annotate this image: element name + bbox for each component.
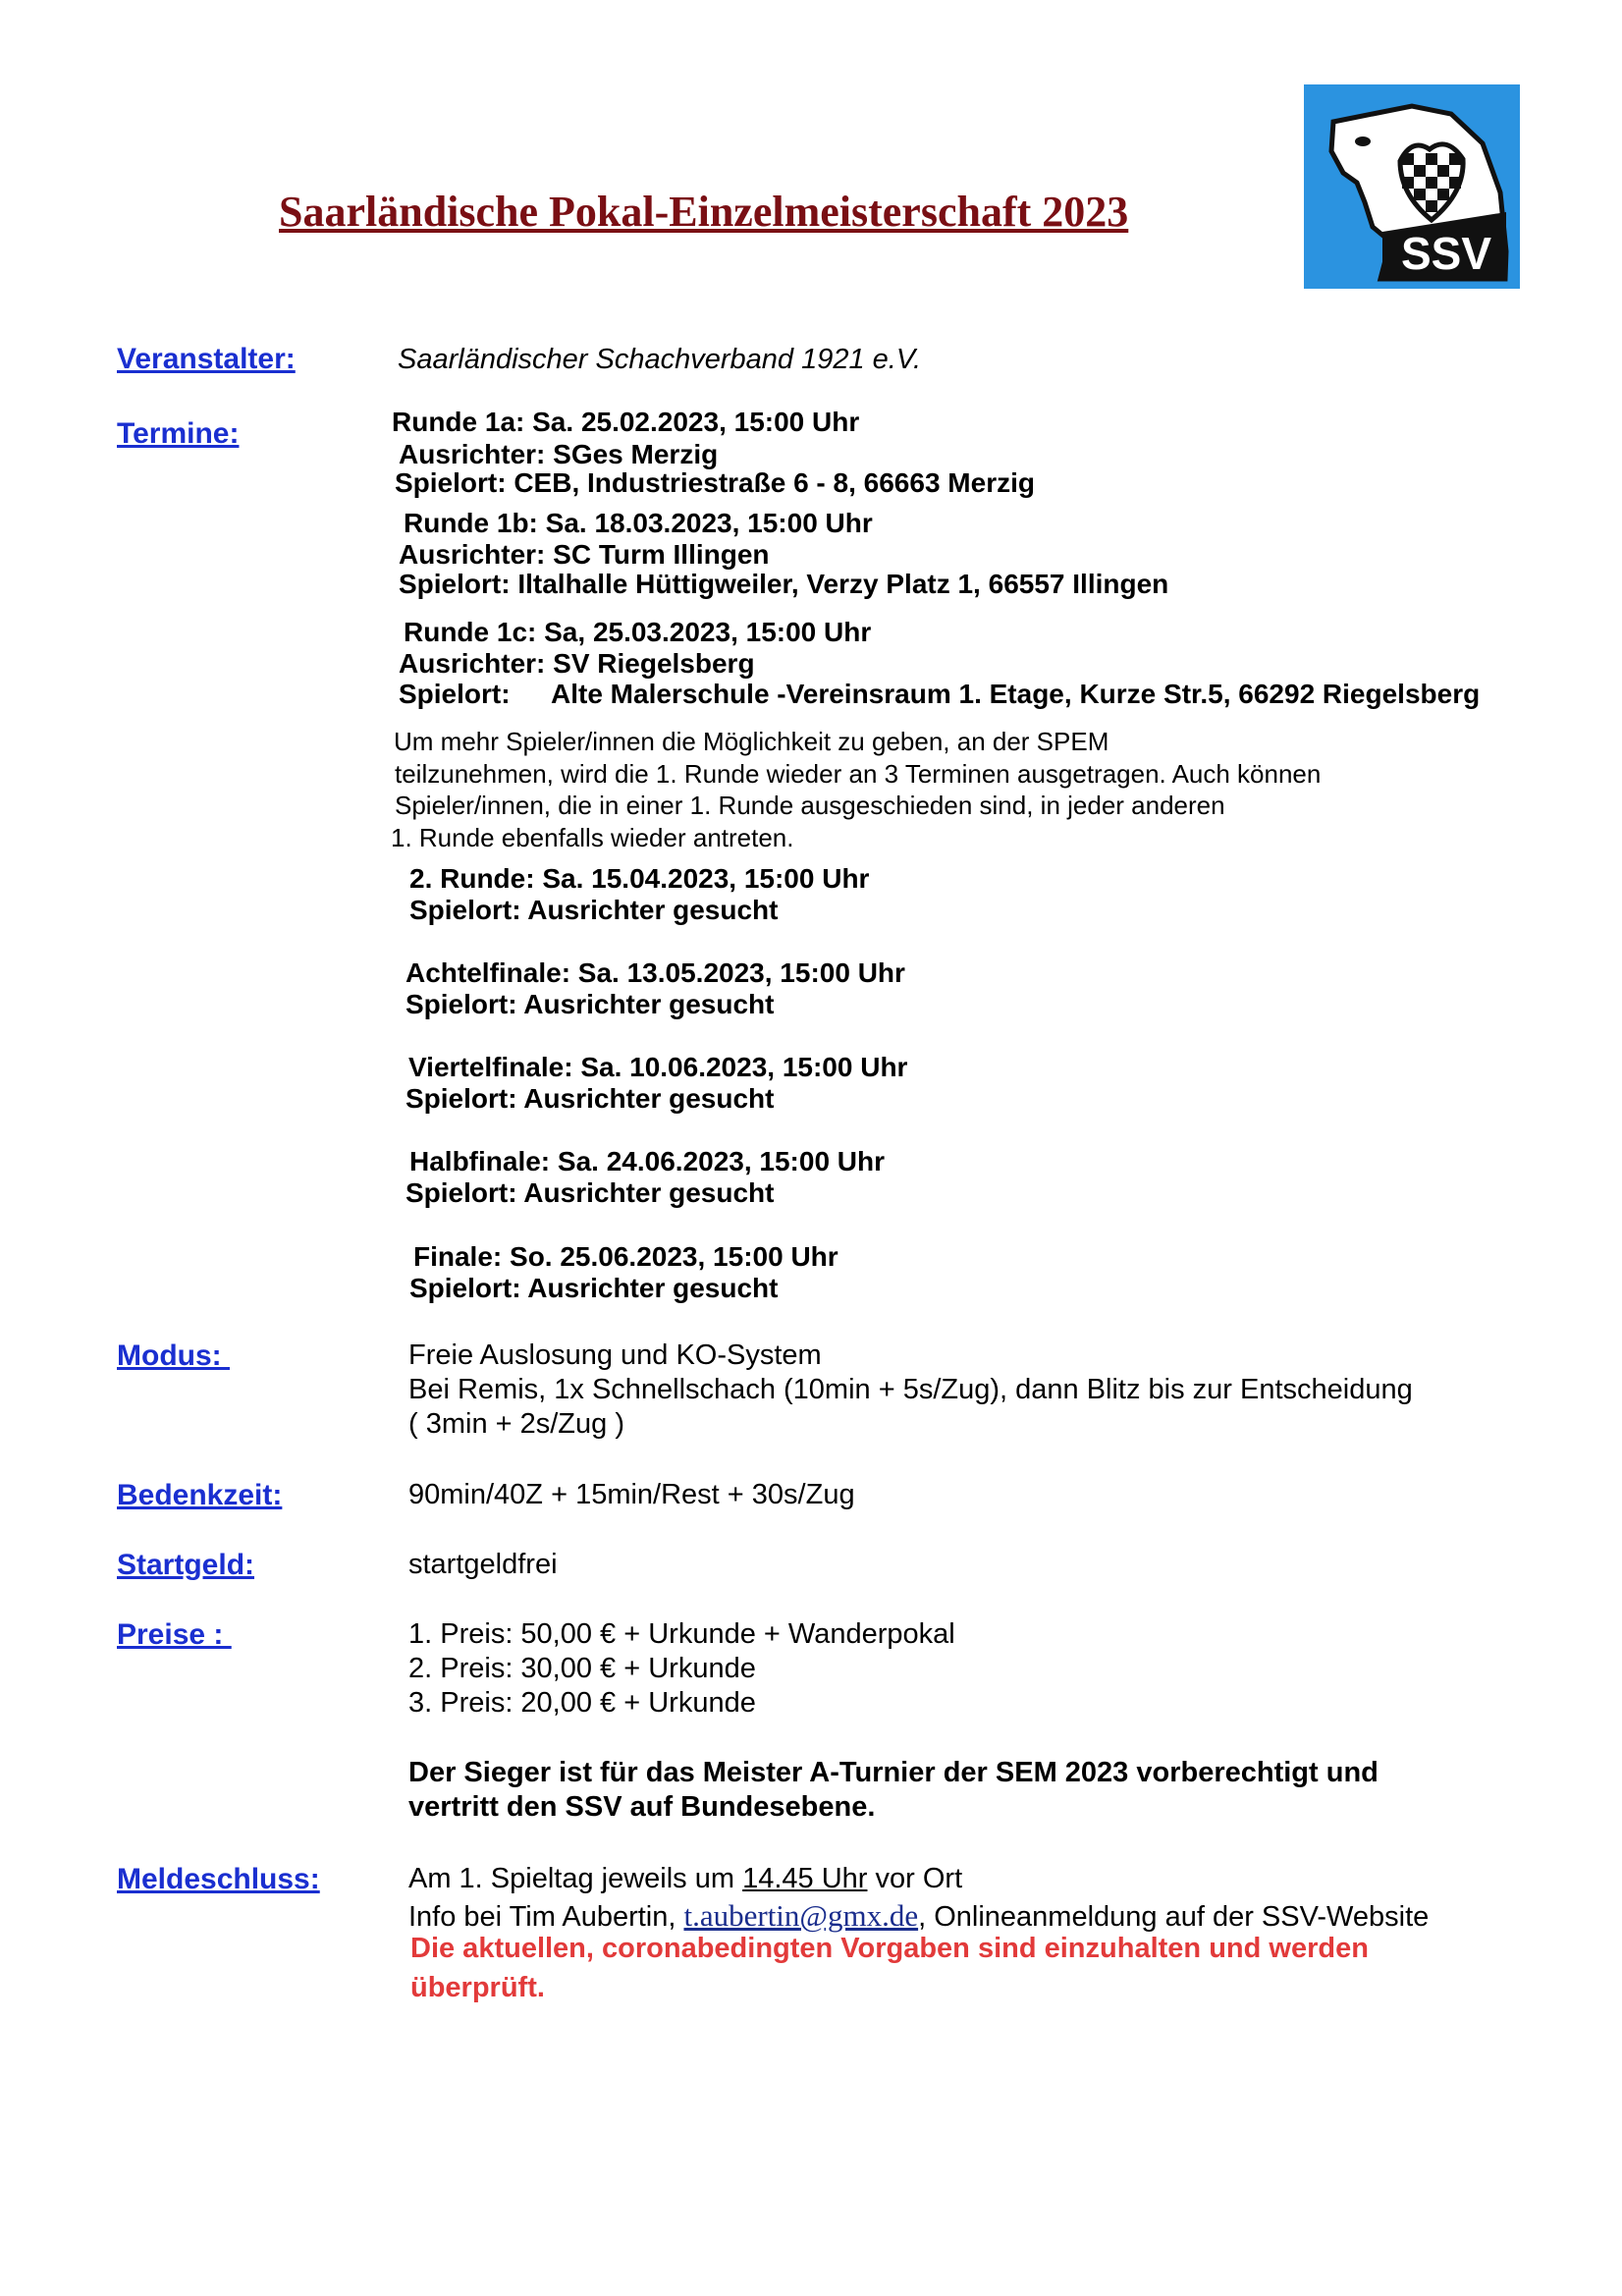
- sieger-line-2: vertritt den SSV auf Bundesebene.: [408, 1791, 876, 1823]
- finale-spielort: Spielort: Ausrichter gesucht: [409, 1273, 779, 1303]
- meldeschluss-time: 14.45 Uhr: [742, 1863, 868, 1894]
- veranstalter-label: Veranstalter:: [117, 343, 296, 375]
- meldeschluss-line-2: [408, 1898, 1429, 1934]
- runde2-date: 2. Runde: Sa. 15.04.2023, 15:00 Uhr: [409, 863, 870, 894]
- runde1b-spielort: Spielort: Iltalhalle Hüttigweiler, Verzy Platz 1, 66557 Illingen: [399, 569, 1169, 599]
- runde2-spielort: Spielort: Ausrichter gesucht: [409, 895, 779, 925]
- info-line-4: 1. Runde ebenfalls wieder antreten.: [391, 823, 794, 852]
- bedenkzeit-value: 90min/40Z + 15min/Rest + 30s/Zug: [408, 1479, 855, 1510]
- info-line-2: teilzunehmen, wird die 1. Runde wieder an 3 Terminen ausgetragen. Auch können: [395, 759, 1322, 789]
- preis-2: 2. Preis: 30,00 € + Urkunde: [408, 1653, 756, 1684]
- page-title: Saarländische Pokal-Einzelmeisterschaft 2023: [279, 188, 1129, 236]
- online-registration-text: , Onlineanmeldung auf der SSV-Website: [918, 1901, 1430, 1933]
- corona-notice-line-2: überprüft.: [410, 1972, 545, 2003]
- viertelfinale-date: Viertelfinale: Sa. 10.06.2023, 15:00 Uhr: [408, 1052, 908, 1082]
- runde1c-spielort-label: Spielort:: [399, 679, 511, 709]
- sieger-line-1: Der Sieger ist für das Meister A-Turnier der SEM 2023 vorberechtigt und: [408, 1757, 1379, 1788]
- info-line-3: Spieler/innen, die in einer 1. Runde ausgeschieden sind, in jeder anderen: [395, 791, 1225, 820]
- preis-1: 1. Preis: 50,00 € + Urkunde + Wanderpokal: [408, 1618, 955, 1650]
- runde1a-date: Runde 1a: Sa. 25.02.2023, 15:00 Uhr: [392, 407, 860, 437]
- runde1c-date: Runde 1c: Sa, 25.03.2023, 15:00 Uhr: [404, 617, 872, 647]
- halbfinale-spielort: Spielort: Ausrichter gesucht: [406, 1177, 775, 1208]
- modus-line-3: ( 3min + 2s/Zug ): [408, 1408, 624, 1440]
- meldeschluss-label: Meldeschluss:: [117, 1863, 320, 1895]
- logo-text: SSV: [1400, 228, 1492, 279]
- modus-line-2: Bei Remis, 1x Schnellschach (10min + 5s/Zug), dann Blitz bis zur Entscheidung: [408, 1374, 1413, 1405]
- corona-notice-line-1: Die aktuellen, coronabedingten Vorgaben sind einzuhalten und werden: [410, 1933, 1369, 1964]
- startgeld-label: Startgeld:: [117, 1549, 255, 1581]
- finale-date: Finale: So. 25.06.2023, 15:00 Uhr: [413, 1241, 838, 1272]
- email-link[interactable]: t.aubertin@gmx.de: [683, 1898, 919, 1933]
- info-contact-text: Info bei Tim Aubertin,: [408, 1901, 684, 1933]
- preis-3: 3. Preis: 20,00 € + Urkunde: [408, 1687, 756, 1719]
- halbfinale-date: Halbfinale: Sa. 24.06.2023, 15:00 Uhr: [409, 1146, 886, 1176]
- veranstalter-value: Saarländischer Schachverband 1921 e.V.: [398, 344, 922, 375]
- bedenkzeit-label: Bedenkzeit:: [117, 1479, 283, 1511]
- runde1a-spielort: Spielort: CEB, Industriestraße 6 - 8, 66663 Merzig: [395, 467, 1035, 498]
- ssv-logo: [1304, 84, 1520, 289]
- termine-label: Termine:: [117, 417, 240, 450]
- modus-label: Modus:: [117, 1339, 230, 1372]
- runde1c-ausrichter: Ausrichter: SV Riegelsberg: [399, 648, 755, 679]
- startgeld-value: startgeldfrei: [408, 1549, 558, 1580]
- meldeschluss-text-a: Am 1. Spieltag jeweils um: [408, 1863, 743, 1894]
- achtelfinale-spielort: Spielort: Ausrichter gesucht: [406, 989, 775, 1019]
- meldeschluss-line-1: [408, 1863, 962, 1895]
- meldeschluss-text-b: vor Ort: [867, 1863, 963, 1894]
- viertelfinale-spielort: Spielort: Ausrichter gesucht: [406, 1083, 775, 1114]
- info-line-1: Um mehr Spieler/innen die Möglichkeit zu geben, an der SPEM: [394, 727, 1109, 756]
- modus-line-1: Freie Auslosung und KO-System: [408, 1339, 822, 1371]
- chess-knight-logo-icon: [1304, 84, 1520, 289]
- runde1a-ausrichter: Ausrichter: SGes Merzig: [399, 439, 719, 469]
- runde1b-date: Runde 1b: Sa. 18.03.2023, 15:00 Uhr: [404, 508, 873, 538]
- runde1c-spielort-value: Alte Malerschule -Vereinsraum 1. Etage, Kurze Str.5, 66292 Riegelsberg: [551, 679, 1481, 709]
- runde1b-ausrichter: Ausrichter: SC Turm Illingen: [399, 539, 770, 570]
- achtelfinale-date: Achtelfinale: Sa. 13.05.2023, 15:00 Uhr: [406, 957, 905, 988]
- preise-label: Preise :: [117, 1618, 232, 1651]
